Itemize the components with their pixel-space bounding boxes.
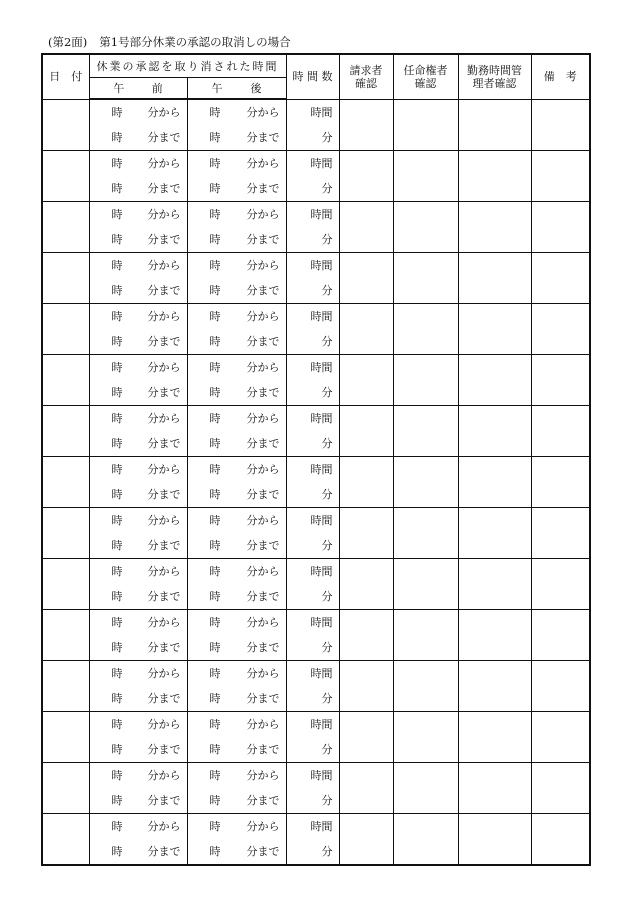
table-row	[42, 559, 590, 610]
requester-confirm-cell[interactable]	[339, 610, 393, 661]
manager-confirm-cell[interactable]	[458, 457, 531, 508]
appointer-confirm-cell[interactable]	[393, 457, 458, 508]
requester-confirm-cell[interactable]	[339, 661, 393, 712]
hours-cell[interactable]: 時間 分	[286, 661, 339, 712]
manager-confirm-cell[interactable]	[458, 712, 531, 763]
table-row	[42, 763, 590, 814]
remarks-cell[interactable]	[531, 406, 590, 457]
requester-confirm-cell[interactable]	[339, 304, 393, 355]
header-am: 午 前	[89, 78, 187, 100]
remarks-cell[interactable]	[531, 559, 590, 610]
am-time-cell[interactable]: 時 分から 時 分まで	[89, 406, 187, 457]
requester-confirm-cell[interactable]	[339, 99, 393, 151]
appointer-confirm-cell[interactable]	[393, 304, 458, 355]
hours-cell[interactable]: 時間 分	[286, 406, 339, 457]
am-time-cell[interactable]: 時 分から 時 分まで	[89, 355, 187, 406]
table-row	[42, 610, 590, 661]
cancellation-record-table	[41, 53, 591, 866]
remarks-cell[interactable]	[531, 355, 590, 406]
table-row	[42, 253, 590, 304]
remarks-cell[interactable]	[531, 304, 590, 355]
form-title-line	[48, 34, 291, 50]
remarks-cell[interactable]	[531, 610, 590, 661]
header-requester-confirm: 請求者 確認	[339, 54, 393, 99]
appointer-confirm-cell[interactable]	[393, 355, 458, 406]
hours-cell[interactable]: 時間 分	[286, 151, 339, 202]
date-cell[interactable]	[42, 559, 89, 610]
table-row	[42, 457, 590, 508]
hours-cell[interactable]: 時間 分	[286, 559, 339, 610]
am-time-cell[interactable]: 時 分から 時 分まで	[89, 763, 187, 814]
appointer-confirm-cell[interactable]	[393, 99, 458, 151]
pm-time-cell[interactable]: 時 分から 時 分まで	[187, 712, 286, 763]
table-row	[42, 99, 590, 151]
appointer-confirm-cell[interactable]	[393, 406, 458, 457]
am-time-cell[interactable]: 時 分から 時 分まで	[89, 661, 187, 712]
requester-confirm-cell[interactable]	[339, 763, 393, 814]
appointer-confirm-cell[interactable]	[393, 661, 458, 712]
remarks-cell[interactable]	[531, 457, 590, 508]
form-title: 第1号部分休業の承認の取消しの場合	[99, 35, 291, 49]
manager-confirm-cell[interactable]	[458, 559, 531, 610]
appointer-confirm-cell[interactable]	[393, 202, 458, 253]
pm-time-cell[interactable]: 時 分から 時 分まで	[187, 355, 286, 406]
hours-cell[interactable]: 時間 分	[286, 355, 339, 406]
date-cell[interactable]	[42, 508, 89, 559]
manager-confirm-cell[interactable]	[458, 406, 531, 457]
requester-confirm-cell[interactable]	[339, 151, 393, 202]
remarks-cell[interactable]	[531, 508, 590, 559]
pm-time-cell[interactable]: 時 分から 時 分まで	[187, 457, 286, 508]
header-remarks: 備 考	[531, 54, 590, 99]
header-pm: 午 後	[187, 78, 286, 100]
date-cell[interactable]	[42, 661, 89, 712]
pm-time-cell[interactable]: 時 分から 時 分まで	[187, 202, 286, 253]
pm-time-cell[interactable]: 時 分から 時 分まで	[187, 406, 286, 457]
date-cell[interactable]	[42, 355, 89, 406]
date-cell[interactable]	[42, 151, 89, 202]
remarks-cell[interactable]	[531, 712, 590, 763]
page-label: (第2面)	[48, 35, 88, 49]
requester-confirm-cell[interactable]	[339, 712, 393, 763]
am-time-cell[interactable]: 時 分から 時 分まで	[89, 559, 187, 610]
manager-confirm-cell[interactable]	[458, 202, 531, 253]
hours-cell[interactable]: 時間 分	[286, 814, 339, 866]
hours-cell[interactable]: 時間 分	[286, 457, 339, 508]
manager-confirm-cell[interactable]	[458, 661, 531, 712]
date-cell[interactable]	[42, 457, 89, 508]
requester-confirm-cell[interactable]	[339, 406, 393, 457]
table-row	[42, 202, 590, 253]
date-cell[interactable]	[42, 406, 89, 457]
manager-confirm-cell[interactable]	[458, 253, 531, 304]
requester-confirm-cell[interactable]	[339, 508, 393, 559]
requester-confirm-cell[interactable]	[339, 457, 393, 508]
manager-confirm-cell[interactable]	[458, 304, 531, 355]
hours-cell[interactable]: 時間 分	[286, 202, 339, 253]
date-cell[interactable]	[42, 814, 89, 866]
appointer-confirm-cell[interactable]	[393, 814, 458, 866]
appointer-confirm-cell[interactable]	[393, 508, 458, 559]
pm-time-cell[interactable]: 時 分から 時 分まで	[187, 610, 286, 661]
manager-confirm-cell[interactable]	[458, 763, 531, 814]
manager-confirm-cell[interactable]	[458, 610, 531, 661]
hours-cell[interactable]: 時間 分	[286, 304, 339, 355]
requester-confirm-cell[interactable]	[339, 559, 393, 610]
header-hours: 時 間 数	[286, 54, 339, 99]
date-cell[interactable]	[42, 99, 89, 151]
manager-confirm-cell[interactable]	[458, 355, 531, 406]
header-appointer-confirm: 任命権者 確認	[393, 54, 458, 99]
remarks-cell[interactable]	[531, 763, 590, 814]
requester-confirm-cell[interactable]	[339, 202, 393, 253]
appointer-confirm-cell[interactable]	[393, 763, 458, 814]
table-row	[42, 355, 590, 406]
manager-confirm-cell[interactable]	[458, 151, 531, 202]
requester-confirm-cell[interactable]	[339, 814, 393, 866]
hours-cell[interactable]: 時間 分	[286, 712, 339, 763]
am-time-cell[interactable]: 時 分から 時 分まで	[89, 814, 187, 866]
am-time-cell[interactable]: 時 分から 時 分まで	[89, 712, 187, 763]
remarks-cell[interactable]	[531, 99, 590, 151]
appointer-confirm-cell[interactable]	[393, 610, 458, 661]
am-time-cell[interactable]: 時 分から 時 分まで	[89, 202, 187, 253]
table-row	[42, 406, 590, 457]
am-time-cell[interactable]: 時 分から 時 分まで	[89, 457, 187, 508]
date-cell[interactable]	[42, 610, 89, 661]
pm-time-cell[interactable]: 時 分から 時 分まで	[187, 661, 286, 712]
table-row	[42, 508, 590, 559]
am-time-cell[interactable]: 時 分から 時 分まで	[89, 151, 187, 202]
date-cell[interactable]	[42, 763, 89, 814]
am-time-cell[interactable]: 時 分から 時 分まで	[89, 610, 187, 661]
hours-cell[interactable]: 時間 分	[286, 253, 339, 304]
am-time-cell[interactable]: 時 分から 時 分まで	[89, 99, 187, 151]
requester-confirm-cell[interactable]	[339, 355, 393, 406]
manager-confirm-cell[interactable]	[458, 99, 531, 151]
date-cell[interactable]	[42, 253, 89, 304]
appointer-confirm-cell[interactable]	[393, 151, 458, 202]
header-date: 日 付	[42, 54, 89, 99]
hours-cell[interactable]: 時間 分	[286, 610, 339, 661]
header-manager-confirm: 勤務時間管 理者確認	[458, 54, 531, 99]
am-time-cell[interactable]: 時 分から 時 分まで	[89, 508, 187, 559]
am-time-cell[interactable]: 時 分から 時 分まで	[89, 304, 187, 355]
date-cell[interactable]	[42, 712, 89, 763]
pm-time-cell[interactable]: 時 分から 時 分まで	[187, 814, 286, 866]
hours-cell[interactable]: 時間 分	[286, 508, 339, 559]
pm-time-cell[interactable]: 時 分から 時 分まで	[187, 763, 286, 814]
remarks-cell[interactable]	[531, 202, 590, 253]
table-row	[42, 814, 590, 866]
appointer-confirm-cell[interactable]	[393, 712, 458, 763]
pm-time-cell[interactable]: 時 分から 時 分まで	[187, 99, 286, 151]
table-row	[42, 304, 590, 355]
remarks-cell[interactable]	[531, 814, 590, 866]
date-cell[interactable]	[42, 304, 89, 355]
remarks-cell[interactable]	[531, 661, 590, 712]
remarks-cell[interactable]	[531, 151, 590, 202]
manager-confirm-cell[interactable]	[458, 508, 531, 559]
pm-time-cell[interactable]: 時 分から 時 分まで	[187, 304, 286, 355]
remarks-cell[interactable]	[531, 253, 590, 304]
am-time-cell[interactable]: 時 分から 時 分まで	[89, 253, 187, 304]
header-cancelled-time: 休業の承認を取り消された時間	[89, 54, 286, 78]
pm-time-cell[interactable]: 時 分から 時 分まで	[187, 151, 286, 202]
table-row	[42, 151, 590, 202]
pm-time-cell[interactable]: 時 分から 時 分まで	[187, 508, 286, 559]
date-cell[interactable]	[42, 202, 89, 253]
table-row	[42, 661, 590, 712]
appointer-confirm-cell[interactable]	[393, 559, 458, 610]
pm-time-cell[interactable]: 時 分から 時 分まで	[187, 559, 286, 610]
pm-time-cell[interactable]: 時 分から 時 分まで	[187, 253, 286, 304]
manager-confirm-cell[interactable]	[458, 814, 531, 866]
hours-cell[interactable]: 時間 分	[286, 763, 339, 814]
hours-cell[interactable]: 時間 分	[286, 99, 339, 151]
appointer-confirm-cell[interactable]	[393, 253, 458, 304]
requester-confirm-cell[interactable]	[339, 253, 393, 304]
table-row	[42, 712, 590, 763]
